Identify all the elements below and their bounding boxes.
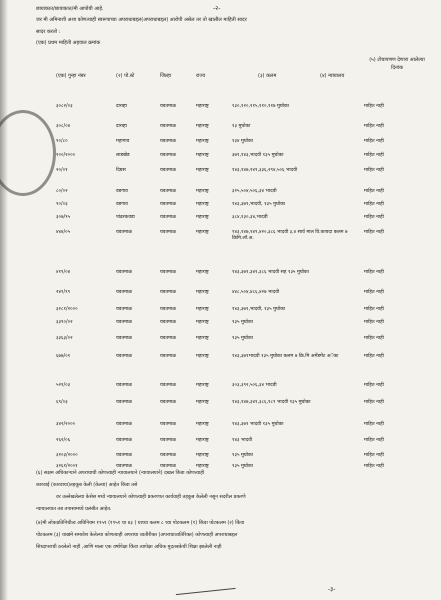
cell-crime-no: ३३९०/०२ bbox=[56, 320, 73, 325]
cell-state: महाराष्ट्र bbox=[196, 124, 209, 129]
cell-section: १४३,१४७,१४९,४२०,३८६ भादवी ३,४ सार्व माल वि.कायदा कलम ७ क्रिमि.लॉ.अ. bbox=[232, 230, 348, 242]
cell-state: महाराष्ट्र bbox=[196, 383, 209, 388]
cell-crime-no: २०/०१ bbox=[56, 168, 68, 173]
cell-police-station: यवतमाळ bbox=[116, 230, 132, 235]
bottom-page-number: -३- bbox=[328, 586, 336, 593]
cell-section: १३०,१२०,११५,११०,११७ मुघोका bbox=[232, 104, 289, 109]
cell-police-station: लाडखेड bbox=[116, 153, 130, 158]
cell-section: ३०३,३९२,५०६,३४ भादवी bbox=[232, 383, 277, 388]
cell-state: महाराष्ट्र bbox=[196, 230, 209, 235]
cell-police-station: पांढरकवडा bbox=[116, 215, 135, 220]
cell-section: १४३,३७१ भादवी १३५ मुघोका bbox=[232, 422, 284, 427]
cell-district: यवतमाळ bbox=[160, 153, 176, 158]
cell-state: महाराष्ट्र bbox=[196, 464, 209, 469]
cell-police-station: वडगाव bbox=[116, 202, 128, 207]
cell-court-status: माहित नाही bbox=[364, 464, 384, 469]
cell-district: यवतमाळ bbox=[160, 400, 176, 405]
cell-court-status: माहित नाही bbox=[364, 400, 384, 405]
cell-court-status: माहित नाही bbox=[364, 124, 384, 129]
top-line-2: जर मी अमिनाशी अशा कोणत्याही स्वरूपाच्या अपराधाबद्दल(अपराधाबद्दल) आरोपी असेल तर तो खालील माहिती सादर bbox=[36, 17, 247, 23]
cell-court-status: माहित नाही bbox=[364, 168, 384, 173]
cell-section: ४४८,५०४,४८६,४२७ भादवी bbox=[232, 290, 280, 295]
cell-section: १४३,३७१भादवी १३५ मुघोका कलम ७ क्रि.मि अमेंडमेंट अॅक्ट bbox=[232, 354, 339, 359]
cell-district: यवतमाळ bbox=[160, 290, 176, 295]
cell-section: १३५ मुघोका bbox=[232, 336, 253, 341]
note-line-5: (७)मी लोकप्रतिनिधीत्व अधिनियम १९५१ (१९५१ चा ४३ ) याच्या कलम ८ च्या पोटकलम (१) किंवा पोटकलम (२) किंवा bbox=[36, 520, 245, 526]
cell-section: १३४ मुघोका bbox=[232, 139, 253, 144]
cell-district: यवतमाळ bbox=[160, 139, 176, 144]
cell-crime-no: ४४४/०५ bbox=[56, 230, 71, 235]
cell-state: महाराष्ट्र bbox=[196, 307, 209, 312]
cell-district: यवतमाळ bbox=[160, 453, 176, 458]
top-line-3: सादर करतो : bbox=[36, 29, 61, 35]
cell-section: १४३,१४७,३४१,३८६,१८९ भादवी १३५ मुघोका bbox=[232, 400, 311, 405]
cell-court-status: माहित नाही bbox=[364, 438, 384, 443]
cell-crime-no: ८०/०२ bbox=[56, 189, 68, 194]
note-line-2: कारवाई (कारवाया)तहकूब केली (केल्या) आहेत किंवा तसे bbox=[36, 482, 138, 488]
cell-court-status: माहित नाही bbox=[364, 354, 384, 359]
cell-section: १३५ मुघोका bbox=[232, 320, 253, 325]
cell-court-status: माहित नाही bbox=[364, 104, 384, 109]
cell-police-station: यवतमाळ bbox=[116, 307, 132, 312]
cell-court-status: माहित नाही bbox=[364, 189, 384, 194]
cell-state: महाराष्ट्र bbox=[196, 215, 209, 220]
cell-state: महाराष्ट्र bbox=[196, 168, 209, 173]
cell-section: १३५ मुघोका bbox=[232, 464, 253, 469]
cell-crime-no: ९०/८० bbox=[56, 139, 68, 144]
cell-court-status: माहित नाही bbox=[364, 422, 384, 427]
cell-district: यवतमाळ bbox=[160, 189, 176, 194]
note-line-3: वर उल्लेखलेल्या केसेस मध्ये न्यायालयाने कोणत्याही प्रकरणात कार्यवाही तहकुब केलेली नसुन सदरील प्रकरणे bbox=[56, 494, 246, 500]
cell-crime-no: २६२/०६ bbox=[56, 438, 71, 443]
cell-state: महाराष्ट्र bbox=[196, 422, 209, 427]
cell-district: यवतमाळ bbox=[160, 215, 176, 220]
header-court: (४) न्यायालय bbox=[320, 73, 345, 79]
cell-state: महाराष्ट्र bbox=[196, 320, 209, 325]
cell-state: महाराष्ट्र bbox=[196, 400, 209, 405]
top-line-4: (एक) प्रथम माहिती अहवाल क्रमांक bbox=[36, 40, 101, 46]
cell-state: महाराष्ट्र bbox=[196, 336, 209, 341]
note-line-1: (६) सक्षम अधिकाऱ्याने अपराधाची कोणत्याही न्यायालयाने (न्यायालयाने) दखल किंवा कोणत्याही bbox=[36, 470, 205, 476]
cell-section: १३५ मुघोका bbox=[232, 453, 253, 458]
cell-court-status: माहित नाही bbox=[364, 453, 384, 458]
cell-crime-no: ५२१/०३ bbox=[56, 383, 71, 388]
cell-state: महाराष्ट्र bbox=[196, 354, 209, 359]
cell-district: यवतमाळ bbox=[160, 202, 176, 207]
cell-district: यवतमाळ bbox=[160, 168, 176, 173]
top-line-1: छायाकात/छायाकात/मी आपोयी आहे. bbox=[36, 6, 104, 12]
cell-district: यवतमाळ bbox=[160, 307, 176, 312]
cell-district: यवतमाळ bbox=[160, 104, 176, 109]
cell-state: महाराष्ट्र bbox=[196, 139, 209, 144]
cell-police-station: यवतमाळ bbox=[116, 464, 132, 469]
official-seal-stamp bbox=[0, 110, 56, 196]
cell-police-station: वडगाव bbox=[116, 189, 128, 194]
cell-crime-no: १००/२००० bbox=[56, 153, 76, 158]
cell-crime-no: ३०८२/०३ bbox=[56, 104, 73, 109]
cell-police-station: यवतमाळ bbox=[116, 438, 132, 443]
cell-state: महाराष्ट्र bbox=[196, 104, 209, 109]
cell-crime-no: ३२६१/२००१ bbox=[56, 464, 78, 469]
cell-crime-no: ३०७/९५ bbox=[56, 215, 71, 220]
cell-state: महाराष्ट्र bbox=[196, 270, 209, 275]
cell-state: महाराष्ट्र bbox=[196, 453, 209, 458]
cell-district: यवतमाळ bbox=[160, 383, 176, 388]
cell-court-status: माहित नाही bbox=[364, 270, 384, 275]
cell-section: १४३,३७१,भादवी, १३५ मुघोका bbox=[232, 307, 286, 312]
cell-police-station: यवतमाळ bbox=[116, 336, 132, 341]
cell-crime-no: २४९/९९ bbox=[56, 290, 71, 295]
cell-district: यवतमाळ bbox=[160, 438, 176, 443]
cell-district: यवतमाळ bbox=[160, 270, 176, 275]
cell-crime-no: ३०८/०४ bbox=[56, 124, 71, 129]
cell-police-station: दारव्हा bbox=[116, 124, 127, 129]
cell-court-status: माहित नाही bbox=[364, 320, 384, 325]
cell-section: ३२५,५०४,५०६,३४ भादवी bbox=[232, 189, 277, 194]
cell-crime-no: ३४२/२००० bbox=[56, 422, 76, 427]
cell-police-station: यवतमाळ bbox=[116, 270, 132, 275]
cell-police-station: दिग्रस bbox=[116, 168, 126, 173]
cell-section: ३८४,१३०,३४,भादवी bbox=[232, 215, 268, 220]
cell-court-status: माहित नाही bbox=[364, 215, 384, 220]
header-date: (५) टोचापणण देणारा आलेल्या दिनांक bbox=[369, 57, 425, 71]
cell-state: महाराष्ट्र bbox=[196, 189, 209, 194]
cell-crime-no: ९०/०३ bbox=[56, 202, 68, 207]
cell-state: महाराष्ट्र bbox=[196, 290, 209, 295]
cell-police-station: दारव्हा bbox=[116, 104, 127, 109]
cell-police-station: यवतमाळ bbox=[116, 422, 132, 427]
cell-crime-no: ३३६३/०२ bbox=[56, 336, 73, 341]
note-line-7: सिध्दापराधी ठरलेलो नाही ,आणि माला एक वर्षापेक्षा किंवा त्यापेक्षा अधिक मुदतबकेची शिक्षा झालेली नाही bbox=[36, 544, 222, 550]
cell-crime-no: ३२०३/२००० bbox=[56, 453, 78, 458]
header-police-station: (२) पो.स्टे bbox=[116, 73, 135, 79]
signature-mark bbox=[174, 574, 235, 595]
cell-police-station: यवतमाळ bbox=[116, 400, 132, 405]
cell-court-status: माहित नाही bbox=[364, 153, 384, 158]
cell-state: महाराष्ट्र bbox=[196, 202, 209, 207]
note-line-4: न्यायालयात तब तपासामध्ये प्रलंबीत आहेत. bbox=[36, 506, 112, 512]
cell-section: १४३,३७१,भादवी, १३५ मुघोका bbox=[232, 202, 286, 207]
cell-section: १३ मुघोका bbox=[232, 124, 251, 129]
header-section: (३) कलम bbox=[258, 73, 277, 79]
cell-police-station: यवतमाळ bbox=[116, 383, 132, 388]
cell-state: महाराष्ट्र bbox=[196, 153, 209, 158]
cell-police-station: यवतमाळ bbox=[116, 290, 132, 295]
cell-district: यवतमाळ bbox=[160, 422, 176, 427]
cell-crime-no: ४१९/०४ bbox=[56, 270, 71, 275]
cell-court-status: माहित नाही bbox=[364, 383, 384, 388]
scan-edge-shadow bbox=[0, 0, 8, 600]
header-crime-no: (एक) गुन्हा नंबर bbox=[56, 73, 86, 79]
cell-police-station: महागाव bbox=[116, 139, 130, 144]
cell-crime-no: ६७७/०१ bbox=[56, 354, 71, 359]
cell-section: १४३,३७१,३४१,३८६ भादवी सह १३५ मुघोका bbox=[232, 270, 309, 275]
cell-court-status: माहित नाही bbox=[364, 202, 384, 207]
cell-court-status: माहित नाही bbox=[364, 336, 384, 341]
cell-section: १४३ भादवी bbox=[232, 438, 253, 443]
cell-district: यवतमाळ bbox=[160, 124, 176, 129]
cell-section: १४३,१४७,१४९,३३६,२९४,५०६ भादवी bbox=[232, 168, 298, 173]
cell-police-station: यवतमाळ bbox=[116, 320, 132, 325]
cell-police-station: यवतमाळ bbox=[116, 453, 132, 458]
cell-court-status: माहित नाही bbox=[364, 307, 384, 312]
cell-court-status: माहित नाही bbox=[364, 139, 384, 144]
cell-district: यवतमाळ bbox=[160, 354, 176, 359]
cell-crime-no: ६९/०३ bbox=[56, 400, 68, 405]
cell-district: यवतमाळ bbox=[160, 464, 176, 469]
page-number: -२- bbox=[213, 5, 221, 12]
cell-section: ३७१,१४३,भादवी १३५ मुघोका bbox=[232, 153, 284, 158]
cell-crime-no: ३२८१/२००० bbox=[56, 307, 78, 312]
cell-court-status: माहित नाही bbox=[364, 290, 384, 295]
header-district: जिल्हा bbox=[160, 73, 172, 79]
cell-district: यवतमाळ bbox=[160, 230, 176, 235]
cell-state: महाराष्ट्र bbox=[196, 438, 209, 443]
cell-police-station: यवतमाळ bbox=[116, 354, 132, 359]
header-state: राज्य bbox=[196, 73, 206, 79]
cell-district: यवतमाळ bbox=[160, 336, 176, 341]
cell-court-status: माहित नाही bbox=[364, 230, 384, 235]
note-line-6: पोटकलम (३) याखंमे समावेश केलेल्या कोणत्याही अपराधा व्यतीरीक्त (अपराधाव्यतिरिक्त) कोणत्याही अपराधाबद्दल bbox=[36, 532, 238, 538]
cell-district: यवतमाळ bbox=[160, 320, 176, 325]
